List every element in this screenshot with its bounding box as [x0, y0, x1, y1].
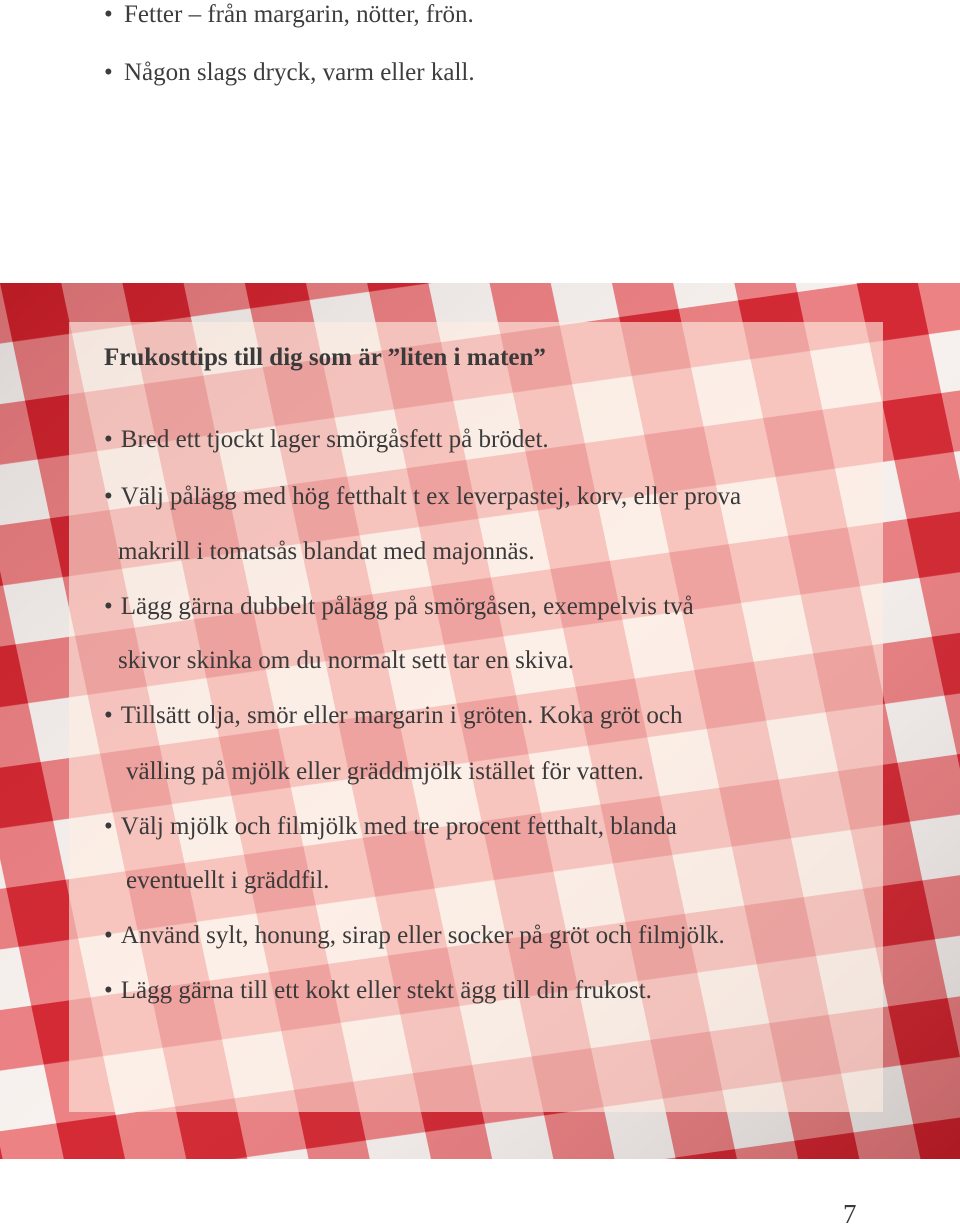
tip-item — [104, 976, 652, 1006]
bullet: • — [104, 593, 113, 620]
bullet: • — [104, 813, 113, 840]
tip-text: Tillsätt olja, smör eller margarin i gröten. Koka gröt och — [120, 702, 683, 729]
bullet: • — [104, 1, 113, 28]
tip-item — [104, 812, 677, 842]
bullet: • — [104, 702, 113, 729]
tip-text: Använd sylt, honung, sirap eller socker på gröt och filmjölk. — [120, 922, 725, 949]
tip-text: Välj pålägg med hög fetthalt t ex leverpastej, korv, eller prova — [120, 483, 742, 510]
tip-text: Lägg gärna dubbelt pålägg på smörgåsen, exempelvis två — [120, 593, 694, 620]
intro-item-drink — [104, 58, 475, 88]
tip-text-continued: makrill i tomatsås blandat med majonnäs. — [118, 538, 535, 565]
tip-item — [104, 592, 694, 622]
tip-text: Lägg gärna till ett kokt eller stekt ägg till din frukost. — [120, 977, 652, 1004]
tip-text-continued: eventuellt i gräddfil. — [126, 867, 330, 894]
tip-item — [104, 701, 682, 731]
tip-text-continued: välling på mjölk eller gräddmjölk istället för vatten. — [126, 758, 644, 785]
intro-item-text: Fetter – från margarin, nötter, frön. — [124, 1, 474, 28]
bullet: • — [104, 922, 113, 949]
tip-item — [104, 482, 741, 512]
tip-text-continued: skivor skinka om du normalt sett tar en skiva. — [118, 647, 575, 674]
bullet: • — [104, 977, 113, 1004]
bullet: • — [104, 426, 113, 453]
bullet: • — [104, 483, 113, 510]
tip-item — [104, 425, 549, 455]
page-number: 7 — [843, 1199, 857, 1229]
intro-item-fats — [104, 0, 474, 30]
tip-text: Bred ett tjockt lager smörgåsfett på brödet. — [120, 426, 549, 453]
tip-text: Välj mjölk och filmjölk med tre procent fetthalt, blanda — [120, 813, 677, 840]
panel-title: Frukosttips till dig som är ”liten i maten” — [104, 344, 546, 371]
tip-item — [104, 921, 725, 951]
intro-item-text: Någon slags dryck, varm eller kall. — [124, 59, 475, 86]
bullet: • — [104, 59, 113, 86]
